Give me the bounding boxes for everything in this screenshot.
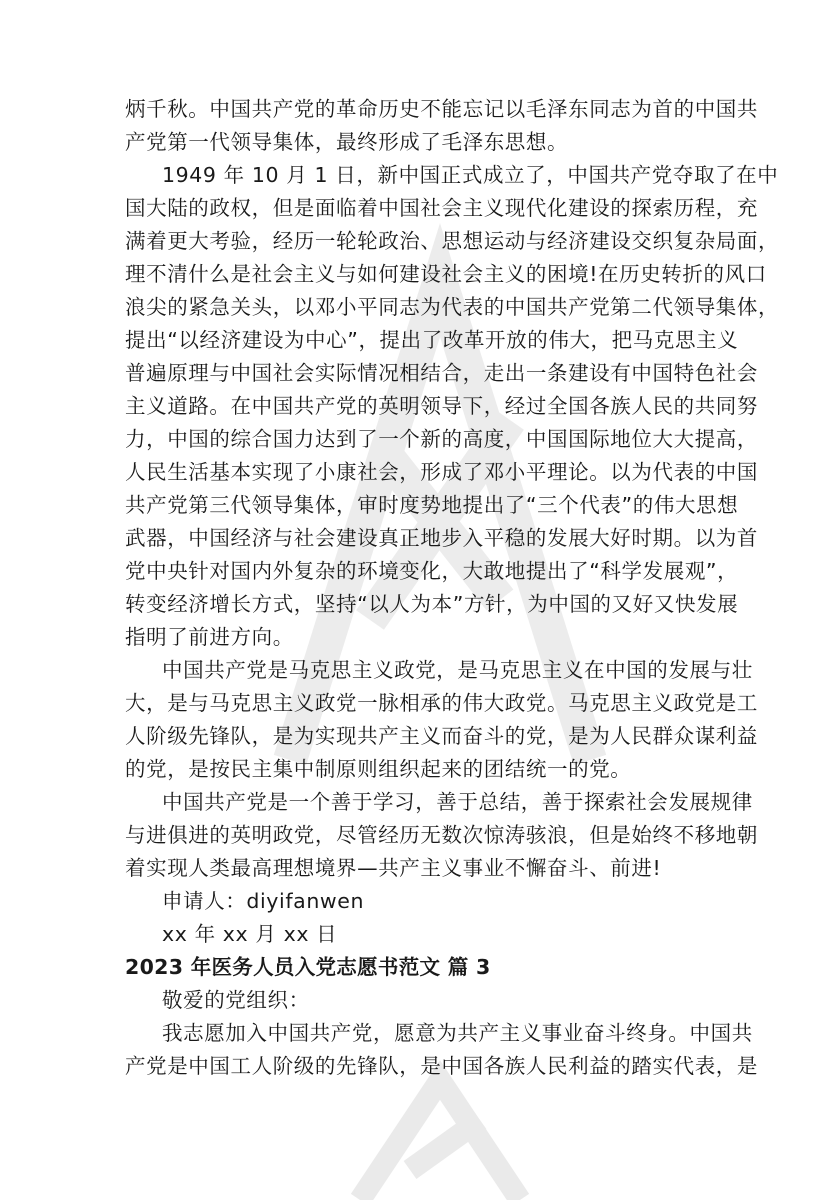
text-line: 力，中国的综合国力达到了一个新的高度，中国国际地位大大提高， bbox=[125, 427, 758, 451]
document-page bbox=[125, 93, 780, 1083]
text-line: 的党，是按民主集中制原则组织起来的团结统一的党。 bbox=[125, 757, 632, 781]
text-line: 1949 年 10 月 1 日，新中国正式成立了，中国共产党夺取了在中 bbox=[162, 163, 779, 187]
text-line: 炳千秋。中国共产党的革命历史不能忘记以毛泽东同志为首的中国共 bbox=[125, 97, 758, 121]
text-line: 产党第一代领导集体，最终形成了毛泽东思想。 bbox=[125, 130, 569, 154]
text-line: 申请人：diyifanwen bbox=[162, 889, 365, 913]
text-line: 主义道路。在中国共产党的英明领导下，经过全国各族人民的共同努 bbox=[125, 394, 758, 418]
section-body bbox=[125, 984, 758, 1083]
text-line: 与进俱进的英明政党，尽管经历无数次惊涛骇浪，但是始终不移地朝 bbox=[125, 823, 758, 847]
text-line: 武器，中国经济与社会建设真正地步入平稳的发展大好时期。以为首 bbox=[125, 526, 758, 550]
text-line: 人民生活基本实现了小康社会，形成了邓小平理论。以为代表的中国 bbox=[125, 460, 758, 484]
text-line: 我志愿加入中国共产党，愿意为共产主义事业奋斗终身。中国共 bbox=[162, 1021, 753, 1045]
document-body bbox=[125, 93, 780, 951]
text-line: xx 年 xx 月 xx 日 bbox=[162, 922, 338, 946]
text-line: 国大陆的政权，但是面临着中国社会主义现代化建设的探索历程，充 bbox=[125, 196, 758, 220]
section-heading: 2023 年医务人员入党志愿书范文 篇 3 bbox=[125, 955, 491, 979]
text-line: 产党是中国工人阶级的先锋队，是中国各族人民利益的踏实代表，是 bbox=[125, 1054, 758, 1078]
text-line: 满着更大考验，经历一轮轮政治、思想运动与经济建设交织复杂局面， bbox=[125, 229, 780, 253]
text-line: 中国共产党是一个善于学习，善于总结，善于探索社会发展规律 bbox=[162, 790, 753, 814]
text-line: 理不清什么是社会主义与如何建设社会主义的困境!在历史转折的风口 bbox=[125, 262, 767, 286]
text-line: 敬爱的党组织： bbox=[162, 988, 310, 1012]
text-line: 共产党第三代领导集体，审时度势地提出了“三个代表”的伟大思想 bbox=[125, 493, 739, 517]
text-line: 中国共产党是马克思主义政党，是马克思主义在中国的发展与壮 bbox=[162, 658, 753, 682]
text-line: 着实现人类最高理想境界—共产主义事业不懈奋斗、前进! bbox=[125, 856, 662, 880]
text-line: 指明了前进方向。 bbox=[125, 625, 294, 649]
text-line: 浪尖的紧急关头，以邓小平同志为代表的中国共产党第二代领导集体， bbox=[125, 295, 780, 319]
text-line: 提出“以经济建设为中心”，提出了改革开放的伟大，把马克思主义 bbox=[125, 328, 739, 352]
text-line: 普遍原理与中国社会实际情况相结合，走出一条建设有中国特色社会 bbox=[125, 361, 758, 385]
text-line: 党中央针对国内外复杂的环境变化，大敢地提出了“科学发展观”， bbox=[125, 559, 739, 583]
text-line: 转变经济增长方式，坚持“以人为本”方针，为中国的又好又快发展 bbox=[125, 592, 739, 616]
text-line: 大，是与马克思主义政党一脉相承的伟大政党。马克思主义政党是工 bbox=[125, 691, 758, 715]
text-line: 人阶级先锋队，是为实现共产主义而奋斗的党，是为人民群众谋利益 bbox=[125, 724, 758, 748]
